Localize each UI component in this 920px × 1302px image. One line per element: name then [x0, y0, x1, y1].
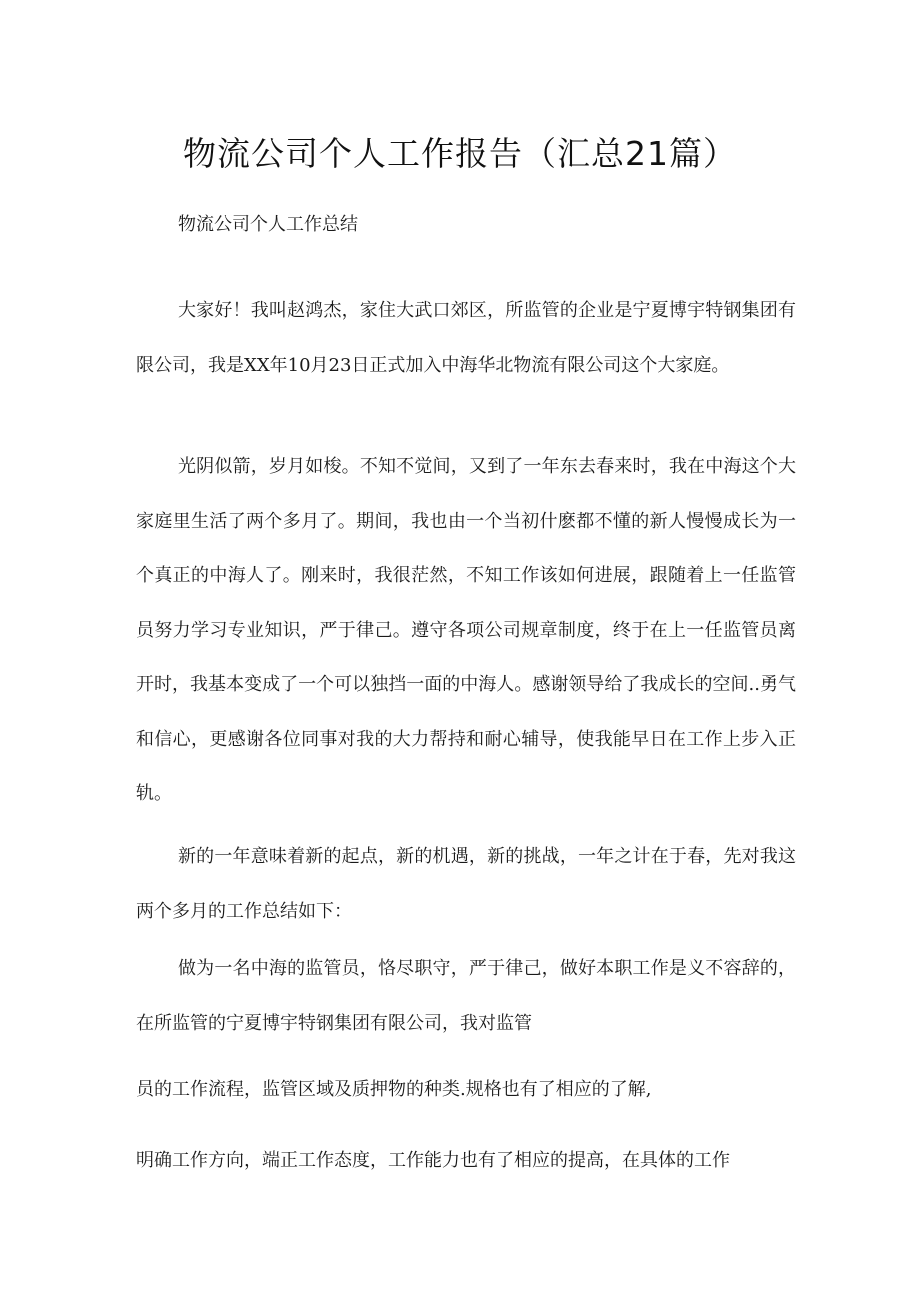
- document-subtitle: 物流公司个人工作总结: [178, 214, 358, 235]
- document-title: 物流公司个人工作报告（汇总21篇）: [183, 134, 737, 173]
- paragraph: 新的一年意味着新的起点，新的机遇，新的挑战，一年之计在于春，先对我这两个多月的工作总结如下：: [136, 846, 796, 922]
- paragraph: 光阴似箭，岁月如梭。不知不觉间，又到了一年东去春来时，我在中海这个大家庭里生活了两个多月了。期间，我也由一个当初什麽都不懂的新人慢慢成长为一个真正的中海人了。刚来时，我很茫然，不知工作该如何进展，跟随着上一任监管员努力学习专业知识，严于律己。遵守各项公司规章制度，终于在上一任监管员离开时，我基本变成了一个可以独挡一面的中海人。感谢领导给了我成长的空间..勇气和信心，更感谢各位同事对我的大力帮持和耐心辅导，使我能早日在工作上步入正轨。: [136, 456, 796, 804]
- paragraph: 明确工作方向，端正工作态度，工作能力也有了相应的提高，在具体的工作: [136, 1150, 730, 1171]
- paragraph: 员的工作流程，监管区域及质押物的种类.规格也有了相应的了解,: [136, 1079, 652, 1100]
- paragraph: 大家好！我叫赵鸿杰，家住大武口郊区，所监管的企业是宁夏博宇特钢集团有限公司，我是XX年10月23日正式加入中海华北物流有限公司这个大家庭。: [136, 300, 796, 376]
- paragraph: 做为一名中海的监管员，恪尽职守，严于律己，做好本职工作是义不容辞的，在所监管的宁夏博宇特钢集团有限公司，我对监管: [136, 958, 796, 1034]
